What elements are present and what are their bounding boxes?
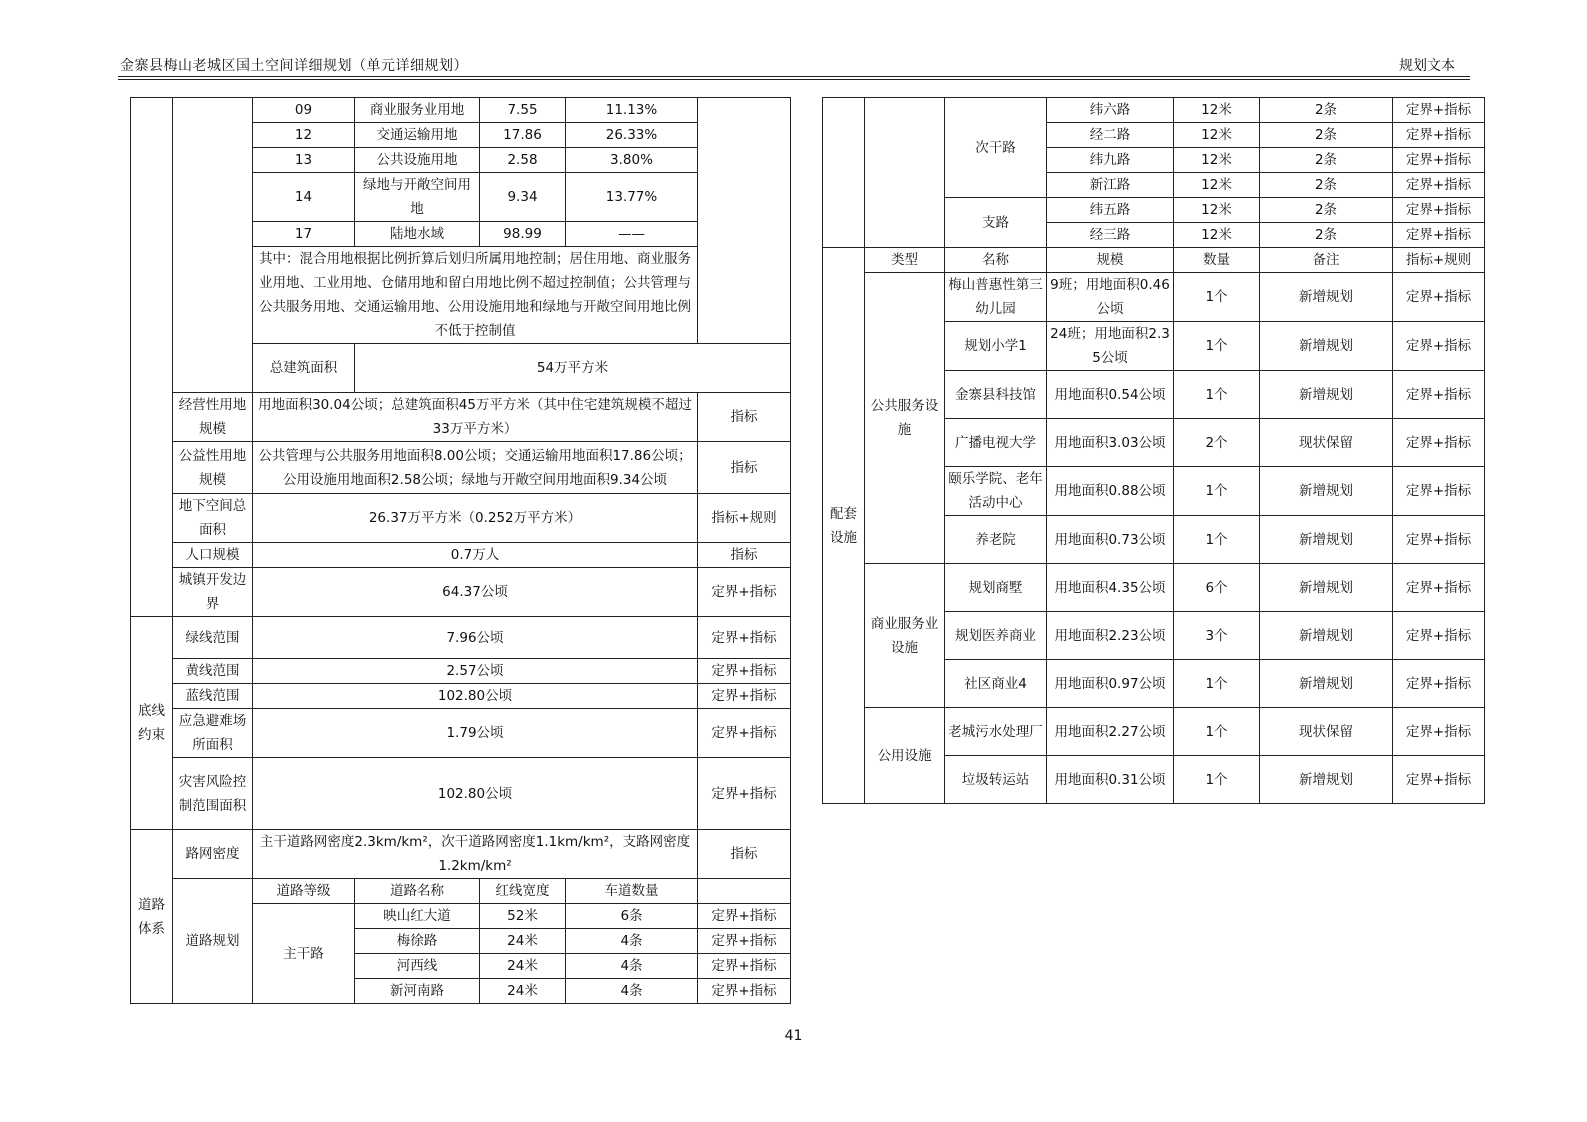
control-type: 定界+指标 — [698, 684, 791, 709]
document-title: 金寨县梅山老城区国土空间详细规划（单元详细规划） — [120, 58, 468, 74]
column-header: 红线宽度 — [480, 879, 566, 904]
control-type: 定界+指标 — [1393, 223, 1485, 248]
facility-name: 规划医养商业 — [945, 612, 1047, 660]
column-header: 道路名称 — [355, 879, 480, 904]
road-lanes: 2条 — [1260, 148, 1393, 173]
header-rule-thin — [118, 79, 1470, 80]
baseline-name: 黄线范围 — [173, 659, 253, 684]
control-type: 定界+指标 — [698, 979, 791, 1004]
facility-name: 颐乐学院、老年活动中心 — [945, 467, 1047, 516]
baseline-name: 灾害风险控制范围面积 — [173, 758, 253, 830]
control-type: 定界+指标 — [1393, 173, 1485, 198]
control-type: 定界+指标 — [1393, 148, 1485, 173]
land-name: 绿地与开敞空间用地 — [355, 173, 480, 222]
indicator-value: 26.37万平方米（0.252万平方米） — [253, 494, 698, 543]
control-type: 定界+指标 — [1393, 273, 1485, 322]
left-control-table — [130, 97, 791, 1004]
road-width: 24米 — [480, 979, 566, 1004]
land-area: 98.99 — [480, 222, 566, 247]
control-type: 定界+指标 — [698, 568, 791, 617]
facility-note: 新增规划 — [1260, 467, 1393, 516]
road-lanes: 2条 — [1260, 123, 1393, 148]
land-code: 09 — [253, 98, 355, 123]
land-percent: 26.33% — [566, 123, 698, 148]
column-header: 名称 — [945, 248, 1047, 273]
land-name: 商业服务业用地 — [355, 98, 480, 123]
table-row — [823, 708, 1485, 756]
facility-count: 6个 — [1174, 564, 1260, 612]
indicator-name: 公益性用地规模 — [173, 442, 253, 494]
category-cell — [131, 98, 173, 617]
column-header: 规模 — [1047, 248, 1174, 273]
control-type: 定界+指标 — [698, 617, 791, 659]
road-density-label: 路网密度 — [173, 830, 253, 879]
baseline-name: 绿线范围 — [173, 617, 253, 659]
baseline-value: 102.80公顷 — [253, 758, 698, 830]
table-row — [131, 659, 791, 684]
control-type: 定界+指标 — [1393, 322, 1485, 371]
road-width: 24米 — [480, 929, 566, 954]
category-cell — [823, 98, 865, 248]
road-width: 12米 — [1174, 148, 1260, 173]
indicator-name: 城镇开发边界 — [173, 568, 253, 617]
road-name: 纬五路 — [1047, 198, 1174, 223]
facility-scale: 用地面积3.03公顷 — [1047, 419, 1174, 467]
control-type: 定界+指标 — [1393, 198, 1485, 223]
column-header: 车道数量 — [566, 879, 698, 904]
control-type: 指标 — [698, 543, 791, 568]
facility-scale: 用地面积0.73公顷 — [1047, 516, 1174, 564]
facility-note: 新增规划 — [1260, 516, 1393, 564]
facility-scale: 24班；用地面积2.35公顷 — [1047, 322, 1174, 371]
facility-scale: 9班；用地面积0.46公顷 — [1047, 273, 1174, 322]
facility-note: 新增规划 — [1260, 660, 1393, 708]
table-row — [131, 758, 791, 830]
control-type: 定界+指标 — [1393, 98, 1485, 123]
category-label: 配套设施 — [823, 248, 865, 804]
control-type: 定界+指标 — [698, 758, 791, 830]
road-name: 经三路 — [1047, 223, 1174, 248]
road-density-value: 主干道路网密度2.3km/km²，次干道路网密度1.1km/km²，支路网密度1.2km/km² — [253, 830, 698, 879]
facility-name: 垃圾转运站 — [945, 756, 1047, 804]
facility-scale: 用地面积0.97公顷 — [1047, 660, 1174, 708]
page-number: 41 — [784, 1028, 803, 1044]
facility-type: 商业服务业设施 — [865, 564, 945, 708]
land-name: 交通运输用地 — [355, 123, 480, 148]
facility-note: 新增规划 — [1260, 612, 1393, 660]
control-type: 定界+指标 — [1393, 516, 1485, 564]
facility-count: 3个 — [1174, 612, 1260, 660]
road-name: 新江路 — [1047, 173, 1174, 198]
control-type: 指标 — [698, 830, 791, 879]
column-header: 备注 — [1260, 248, 1393, 273]
table-row — [823, 98, 1485, 123]
road-plan-label: 道路规划 — [173, 879, 253, 1004]
road-lanes: 6条 — [566, 904, 698, 929]
facility-scale: 用地面积0.88公顷 — [1047, 467, 1174, 516]
table-row — [131, 543, 791, 568]
facility-count: 1个 — [1174, 467, 1260, 516]
table-row — [131, 684, 791, 709]
road-name: 经二路 — [1047, 123, 1174, 148]
header-rule — [118, 76, 1470, 77]
table-row — [131, 617, 791, 659]
control-type: 定界+指标 — [1393, 612, 1485, 660]
road-width: 12米 — [1174, 223, 1260, 248]
facility-note: 现状保留 — [1260, 419, 1393, 467]
facility-note: 新增规划 — [1260, 564, 1393, 612]
facility-scale: 用地面积2.27公顷 — [1047, 708, 1174, 756]
column-header: 道路等级 — [253, 879, 355, 904]
control-type: 定界+指标 — [698, 929, 791, 954]
facility-note: 新增规划 — [1260, 273, 1393, 322]
control-type: 定界+指标 — [1393, 564, 1485, 612]
road-lanes: 2条 — [1260, 223, 1393, 248]
road-lanes: 2条 — [1260, 173, 1393, 198]
road-grade: 主干路 — [253, 904, 355, 1004]
control-type: 定界+指标 — [698, 954, 791, 979]
facility-name: 广播电视大学 — [945, 419, 1047, 467]
control-type: 定界+指标 — [698, 659, 791, 684]
baseline-value: 2.57公顷 — [253, 659, 698, 684]
table-row — [131, 568, 791, 617]
road-width: 12米 — [1174, 98, 1260, 123]
control-type: 定界+指标 — [1393, 419, 1485, 467]
road-name: 河西线 — [355, 954, 480, 979]
facility-count: 1个 — [1174, 708, 1260, 756]
control-type: 定界+指标 — [1393, 123, 1485, 148]
table-row — [131, 709, 791, 758]
facility-count: 1个 — [1174, 756, 1260, 804]
land-use-note: 其中：混合用地根据比例折算后划归所属用地控制；居住用地、商业服务业用地、工业用地、仓储用地和留白用地比例不超过控制值；公共管理与公共服务用地、交通运输用地、公用设施用地和绿地与开敞空间用地比例不低于控制值 — [253, 247, 698, 344]
baseline-value: 7.96公顷 — [253, 617, 698, 659]
facility-count: 1个 — [1174, 273, 1260, 322]
table-row — [823, 564, 1485, 612]
road-lanes: 2条 — [1260, 198, 1393, 223]
table-row — [131, 393, 791, 442]
facility-name: 金寨县科技馆 — [945, 371, 1047, 419]
facility-count: 1个 — [1174, 516, 1260, 564]
control-type-cell — [698, 879, 791, 904]
table-row — [131, 879, 791, 904]
baseline-value: 102.80公顷 — [253, 684, 698, 709]
table-row — [823, 248, 1485, 273]
baseline-name: 蓝线范围 — [173, 684, 253, 709]
column-header: 类型 — [865, 248, 945, 273]
table-row — [131, 830, 791, 879]
road-name: 新河南路 — [355, 979, 480, 1004]
control-type: 定界+指标 — [1393, 708, 1485, 756]
facility-note: 新增规划 — [1260, 322, 1393, 371]
facility-name: 老城污水处理厂 — [945, 708, 1047, 756]
control-type: 定界+指标 — [698, 709, 791, 758]
road-grade: 支路 — [945, 198, 1047, 248]
table-row — [823, 273, 1485, 322]
road-lanes: 4条 — [566, 929, 698, 954]
indicator-name: 总建筑面积 — [253, 344, 355, 393]
land-area: 2.58 — [480, 148, 566, 173]
road-grade: 次干路 — [945, 98, 1047, 198]
facility-scale: 用地面积0.54公顷 — [1047, 371, 1174, 419]
indicator-name: 地下空间总面积 — [173, 494, 253, 543]
column-header: 指标+规则 — [1393, 248, 1485, 273]
facility-type: 公共服务设施 — [865, 273, 945, 564]
land-percent: 11.13% — [566, 98, 698, 123]
document-type-label: 规划文本 — [1399, 58, 1455, 74]
road-lanes: 4条 — [566, 954, 698, 979]
facility-type: 公用设施 — [865, 708, 945, 804]
land-code: 17 — [253, 222, 355, 247]
control-type: 定界+指标 — [698, 904, 791, 929]
control-type-cell — [698, 98, 791, 344]
control-type: 指标 — [698, 442, 791, 494]
facility-count: 2个 — [1174, 419, 1260, 467]
control-type: 定界+指标 — [1393, 467, 1485, 516]
facility-scale: 用地面积2.23公顷 — [1047, 612, 1174, 660]
facility-count: 1个 — [1174, 322, 1260, 371]
facility-name: 养老院 — [945, 516, 1047, 564]
road-name: 纬九路 — [1047, 148, 1174, 173]
land-code: 12 — [253, 123, 355, 148]
indicator-value: 公共管理与公共服务用地面积8.00公顷；交通运输用地面积17.86公顷；公用设施用地面积2.58公顷；绿地与开敞空间用地面积9.34公顷 — [253, 442, 698, 494]
facility-name: 梅山普惠性第三幼儿园 — [945, 273, 1047, 322]
category-label: 道路体系 — [131, 830, 173, 1004]
baseline-name: 应急避难场所面积 — [173, 709, 253, 758]
facility-scale: 用地面积4.35公顷 — [1047, 564, 1174, 612]
indicator-value: 54万平方米 — [355, 344, 791, 393]
facility-count: 1个 — [1174, 660, 1260, 708]
land-code: 14 — [253, 173, 355, 222]
indicator-value: 0.7万人 — [253, 543, 698, 568]
facility-note: 新增规划 — [1260, 756, 1393, 804]
control-type: 指标+规则 — [698, 494, 791, 543]
land-percent: 3.80% — [566, 148, 698, 173]
control-type: 定界+指标 — [1393, 660, 1485, 708]
control-type: 定界+指标 — [1393, 756, 1485, 804]
land-percent: —— — [566, 222, 698, 247]
road-lanes: 2条 — [1260, 98, 1393, 123]
table-row — [131, 442, 791, 494]
category-cell — [865, 98, 945, 248]
column-header: 数量 — [1174, 248, 1260, 273]
facility-note: 现状保留 — [1260, 708, 1393, 756]
land-area: 7.55 — [480, 98, 566, 123]
road-name: 映山红大道 — [355, 904, 480, 929]
road-width: 12米 — [1174, 173, 1260, 198]
right-control-table — [822, 97, 1485, 804]
road-lanes: 4条 — [566, 979, 698, 1004]
indicator-name: 人口规模 — [173, 543, 253, 568]
land-percent: 13.77% — [566, 173, 698, 222]
facility-scale: 用地面积0.31公顷 — [1047, 756, 1174, 804]
baseline-value: 1.79公顷 — [253, 709, 698, 758]
land-name: 公共设施用地 — [355, 148, 480, 173]
road-name: 梅徐路 — [355, 929, 480, 954]
category-label: 底线约束 — [131, 617, 173, 830]
land-area: 17.86 — [480, 123, 566, 148]
category-cell — [173, 98, 253, 393]
control-type: 定界+指标 — [1393, 371, 1485, 419]
facility-count: 1个 — [1174, 371, 1260, 419]
control-type: 指标 — [698, 393, 791, 442]
land-code: 13 — [253, 148, 355, 173]
indicator-name: 经营性用地规模 — [173, 393, 253, 442]
road-width: 24米 — [480, 954, 566, 979]
road-width: 52米 — [480, 904, 566, 929]
land-area: 9.34 — [480, 173, 566, 222]
facility-name: 规划商墅 — [945, 564, 1047, 612]
facility-name: 社区商业4 — [945, 660, 1047, 708]
road-width: 12米 — [1174, 123, 1260, 148]
indicator-value: 用地面积30.04公顷；总建筑面积45万平方米（其中住宅建筑规模不超过33万平方米） — [253, 393, 698, 442]
table-row — [131, 98, 791, 123]
land-name: 陆地水域 — [355, 222, 480, 247]
table-row — [131, 494, 791, 543]
facility-name: 规划小学1 — [945, 322, 1047, 371]
road-name: 纬六路 — [1047, 98, 1174, 123]
facility-note: 新增规划 — [1260, 371, 1393, 419]
road-width: 12米 — [1174, 198, 1260, 223]
indicator-value: 64.37公顷 — [253, 568, 698, 617]
